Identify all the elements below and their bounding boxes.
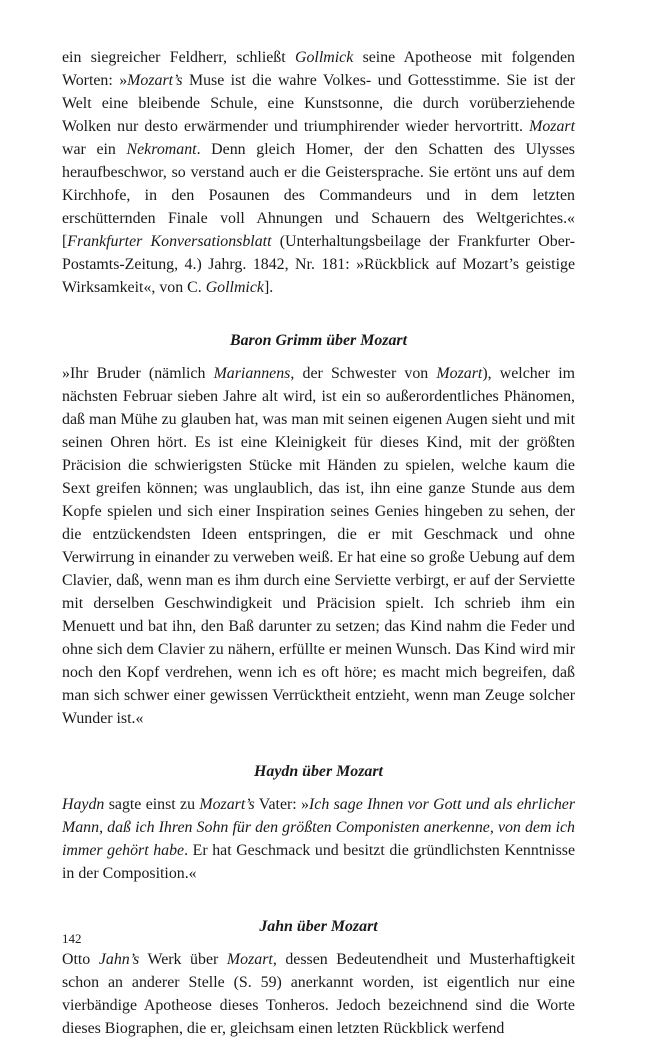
paragraph-jahn	[62, 948, 575, 1040]
italic-name: Mozart’s	[127, 72, 183, 89]
paragraph-grimm	[62, 362, 575, 730]
text-run: Vater: »	[254, 796, 309, 813]
page-body	[62, 46, 575, 1040]
text-run: ), welcher im nächsten Februar sieben Jahre alt wird, ist ein so außerordentliches Phänomen, daß man Mühe zu glauben hat, was man mit seinen eigenen Augen sieht und mit seinen Ohren hört. Es ist eine Kleinigkeit für dieses Kind, mit der größten Präcision die schwierigsten Stücke mit Händen zu spielen, welche kaum die Sext greifen können; was unglaublich, das ist, ihn eine ganze Stunde aus dem Kopfe spielen und sich einer Inspiration seines Genies hingeben zu sehen, der die entzückendsten Ideen entspringen, die er mit Geschmack und ohne Verwirrung in einander zu verweben weiß. Er hat eine so große Uebung auf dem Clavier, daß, wenn man es ihm durch eine Serviette verbirgt, er auf der Serviette mit derselben Geschwindigkeit und Präcision spielt. Ich schrieb ihm ein Menuett und bat ihn, den Baß darunter zu setzen; das Kind nahm die Feder und ohne sich dem Clavier zu nähern, erfüllte er meinen Wunsch. Das Kind wird mir noch den Kopf verdrehen, wenn ich es oft höre; es macht mich begreifen, daß man sich schwer einer gewissen Verrücktheit entzieht, wenn man Zeuge solcher Wunder ist.«	[62, 365, 575, 727]
italic-term: Nekromant	[126, 141, 197, 158]
text-run: war ein	[62, 141, 127, 158]
text-run: »Ihr Bruder (nämlich	[62, 365, 214, 382]
italic-quote: Ich sage Ihnen vor Gott und als ehrlicher Mann, daß ich Ihren Sohn für den größten Componisten anerkenne, von dem ich immer gehört habe	[62, 796, 576, 859]
paragraph-haydn	[62, 793, 575, 885]
text-run: , der Schwester von	[290, 365, 437, 382]
italic-name: Haydn	[62, 796, 105, 813]
italic-name: Mariannens	[213, 365, 291, 382]
italic-name: Mozart	[436, 365, 483, 382]
heading-jahn: Jahn über Mozart	[259, 918, 378, 935]
paragraph-intro	[62, 46, 575, 299]
italic-name: Mozart’s	[199, 796, 255, 813]
text-run: Otto	[62, 951, 99, 968]
text-run: . Er hat Geschmack und besitzt die gründlichsten Kenntnisse in der Composition.«	[62, 842, 575, 882]
page-number: 142	[62, 931, 82, 946]
text-run: ].	[263, 279, 274, 296]
text-run: Werk über	[139, 951, 227, 968]
italic-name: Gollmick	[295, 49, 354, 66]
text-run: , dessen Bedeutendheit und Musterhaftigkeit schon an anderer Stelle (S. 59) anerkannt worden, ist eigentlich nur eine vierbändige Apotheose dieses Tonheros. Jedoch bezeichnend sind die Worte dieses Biographen, die er, gleichsam einen letzten Rückblick werfend	[62, 951, 576, 1037]
italic-name: Mozart	[226, 951, 273, 968]
text-run: Muse ist die wahre Volkes- und Gottesstimme. Sie ist der Welt eine bleibende Schule, eine Kunstsonne, die durch vorüberziehende Wolken nur desto erwärmender und triumphirender wieder hervortritt.	[62, 72, 575, 135]
text-run: sagte einst zu	[104, 796, 200, 813]
text-run: . Denn gleich Homer, der den Schatten des Ulysses heraufbeschwor, so verstand auch er die Geistersprache. Sie ertönt uns auf dem Kirchhofe, in den Posaunen des Commandeurs und in dem letzten erschütternden Finale voll Ahnungen und Schauern des Weltgerichtes.« [	[62, 141, 575, 250]
italic-name: Gollmick	[205, 279, 264, 296]
italic-name: Jahn’s	[98, 951, 140, 968]
heading-haydn: Haydn über Mozart	[254, 763, 383, 780]
text-run: (Unterhaltungsbeilage der Frankfurter Ober-Postamts-Zeitung, 4.) Jahrg. 1842, Nr. 181: »Rückblick auf Mozart’s geistige Wirksamkeit«, von C.	[62, 233, 576, 296]
italic-name: Mozart	[529, 118, 575, 135]
text-run: seine Apotheose mit folgenden Worten: »	[62, 49, 575, 89]
heading-grimm: Baron Grimm über Mozart	[229, 332, 408, 349]
italic-source: Frankfurter Konversationsblatt	[67, 233, 272, 250]
text-run: ein siegreicher Feldherr, schließt	[62, 49, 295, 66]
